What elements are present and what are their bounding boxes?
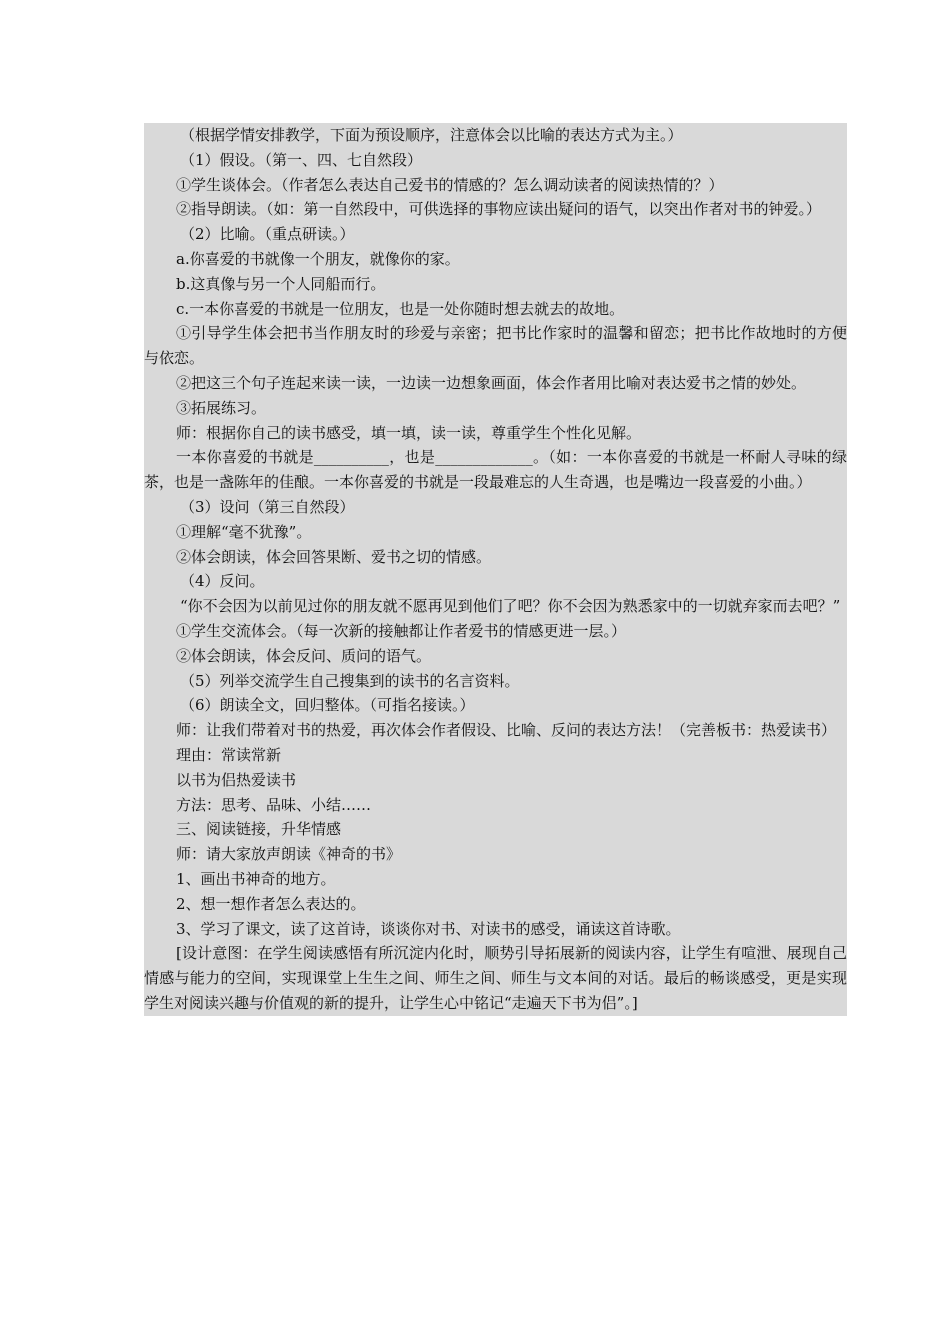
paragraph: c.一本你喜爱的书就是一位朋友，也是一处你随时想去就去的故地。 <box>176 299 625 318</box>
paragraph: [设计意图：在学生阅读感悟有所沉淀内化时，顺势引导拓展新的阅读内容，让学生有喧泄、展现自己情感与能力的空间，实现课堂上生生之间、师生之间、师生与文本间的对话。最后的畅谈感受，更是实现学生对阅读兴趣与价值观的新的提升，让学生心中铭记“走遍天下书为侣”。] <box>144 944 847 1012</box>
paragraph: 方法：思考、品味、小结…… <box>176 795 372 814</box>
paragraph: （根据学情安排教学，下面为预设顺序，注意体会以比喻的表达方式为主。） <box>180 126 683 144</box>
paragraph: 一本你喜爱的书就是__________，也是_____________。（如：一本你喜爱的书就是一杯耐人寻味的绿茶，也是一盏陈年的佳酿。一本你喜爱的书就是一段最难忘的人生奇遇，也是嘴边一段喜爱的小曲。） <box>144 448 847 492</box>
paragraph: ①学生谈体会。（作者怎么表达自己爱书的情感的？怎么调动读者的阅读热情的？） <box>176 175 724 194</box>
paragraph: ②体会朗读，体会反问、质问的语气。 <box>176 646 432 665</box>
paragraph: （6）朗读全文，回归整体。（可指名接读。） <box>180 696 475 715</box>
paragraph: b.这真像与另一个人同船而行。 <box>176 274 386 293</box>
paragraph: 理由：常读常新 <box>176 745 282 764</box>
paragraph: （4）反问。 <box>180 572 265 591</box>
paragraph: ②把这三个句子连起来读一读，一边读一边想象画面，体会作者用比喻对表达爱书之情的妙处。 <box>176 373 807 392</box>
paragraph: ①引导学生体会把书当作朋友时的珍爱与亲密；把书比作家时的温馨和留恋；把书比作故地时的方便与依恋。 <box>144 324 847 368</box>
paragraph: ②指导朗读。（如：第一自然段中，可供选择的事物应读出疑问的语气，以突出作者对书的钟爱。） <box>176 200 822 219</box>
paragraph: 师：根据你自己的读书感受，填一填，读一读，尊重学生个性化见解。 <box>176 423 642 442</box>
lesson-plan-text <box>144 123 847 1016</box>
paragraph: ①理解“毫不犹豫”。 <box>176 522 312 541</box>
paragraph: ②体会朗读，体会回答果断、爱书之切的情感。 <box>176 547 492 566</box>
paragraph: ①学生交流体会。（每一次新的接触都让作者爱书的情感更进一层。） <box>176 621 627 640</box>
paragraph: “你不会因为以前见过你的朋友就不愿再见到他们了吧？你不会因为熟悉家中的一切就弃家而去吧？” <box>180 597 841 616</box>
paragraph: 师：让我们带着对书的热爱，再次体会作者假设、比喻、反问的表达方法！（完善板书：热爱读书） <box>176 721 837 740</box>
paragraph: （1）假设。（第一、四、七自然段） <box>180 150 423 169</box>
paragraph: （3）设问（第三自然段） <box>180 497 355 516</box>
paragraph: ③拓展练习。 <box>176 398 267 417</box>
paragraph: （2）比喻。（重点研读。） <box>180 225 355 244</box>
paragraph: （5）列举交流学生自己搜集到的读书的名言资料。 <box>180 671 520 690</box>
paragraph: 3、学习了课文，读了这首诗，谈谈你对书、对读书的感受，诵读这首诗歌。 <box>176 919 681 938</box>
paragraph: 2、想一想作者怎么表达的。 <box>176 894 366 913</box>
paragraph: 三、阅读链接，升华情感 <box>176 820 342 839</box>
paragraph: 1、画出书神奇的地方。 <box>176 869 336 888</box>
paragraph: 师：请大家放声朗读《神奇的书》 <box>176 845 402 864</box>
paragraph: a.你喜爱的书就像一个朋友，就像你的家。 <box>176 249 460 268</box>
paragraph: 以书为侣热爱读书 <box>176 770 297 789</box>
